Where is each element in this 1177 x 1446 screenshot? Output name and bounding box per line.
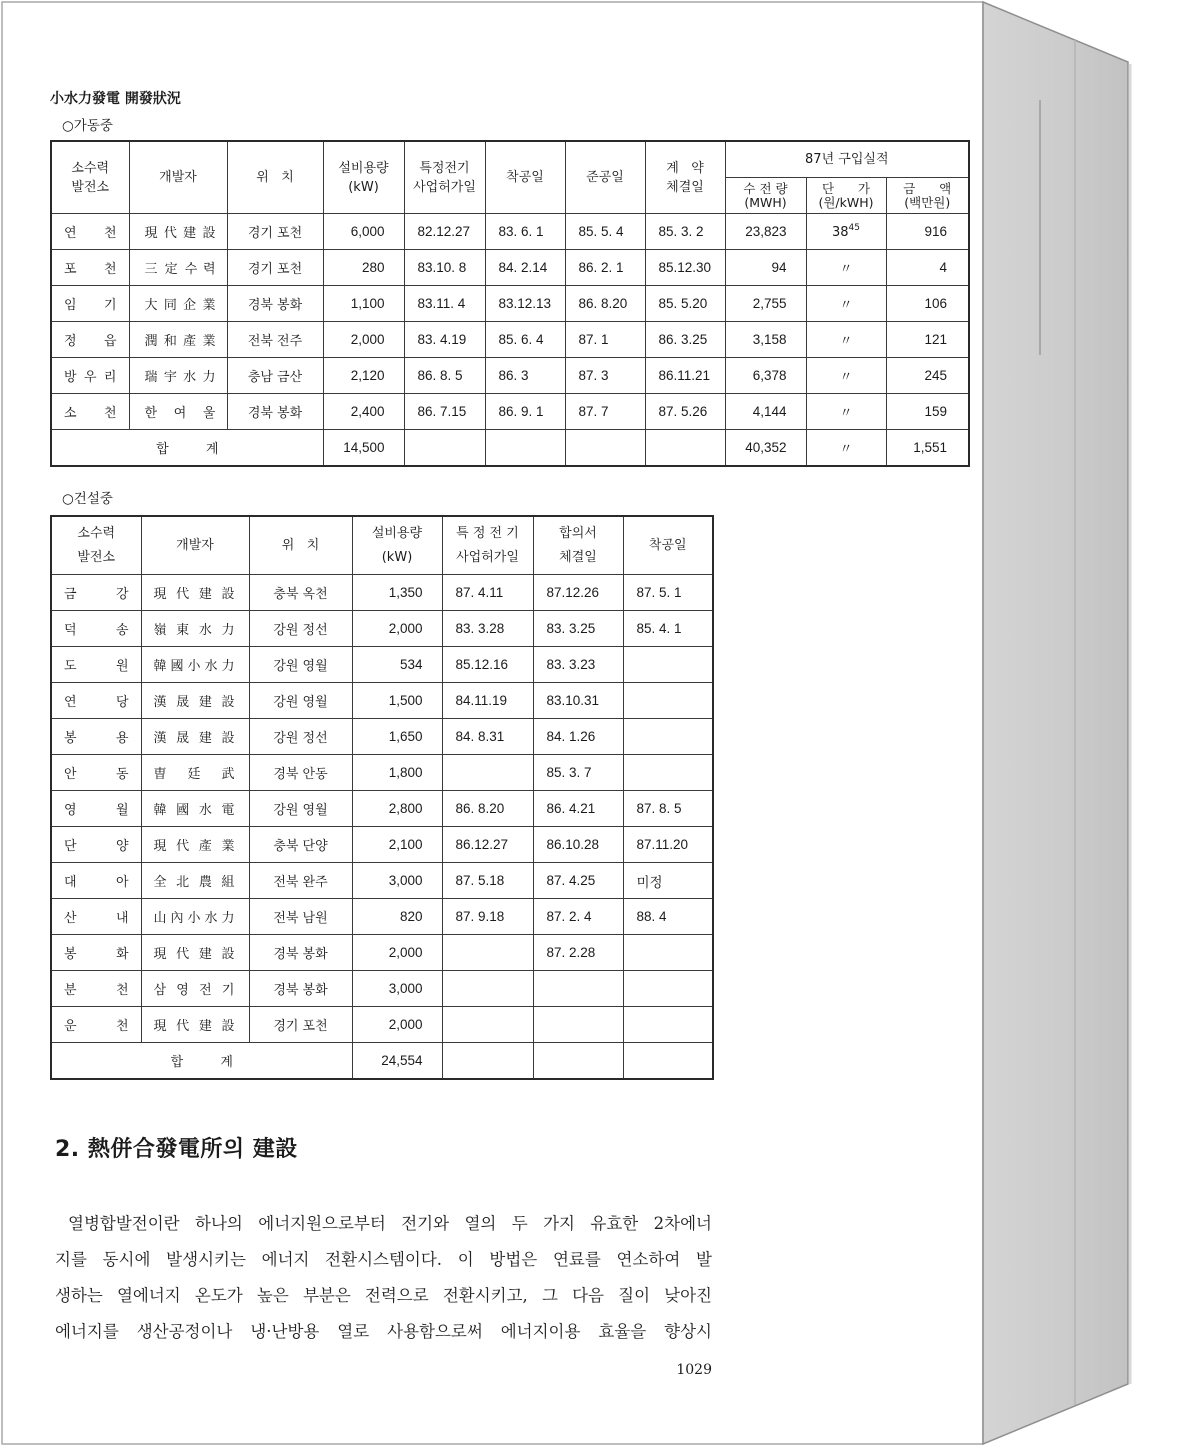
contract-date-cell: 86. 3.25 xyxy=(645,322,725,358)
construction-table-body xyxy=(51,575,713,1043)
unit-price-cell xyxy=(806,214,886,250)
station-cell: 산 내 xyxy=(51,899,141,935)
permit-date-cell: 83. 4.19 xyxy=(404,322,485,358)
operating-section-label: ○가동중 xyxy=(62,118,113,134)
completion-date-cell: 86. 2. 1 xyxy=(565,250,645,286)
completion-date-cell: 87. 1 xyxy=(565,322,645,358)
station-cell: 덕 송 xyxy=(51,611,141,647)
start-date-cell: 85. 6. 4 xyxy=(485,322,565,358)
total-start-date-empty xyxy=(623,1043,713,1080)
total-completion-date-empty xyxy=(565,430,645,467)
location-cell: 강원 정선 xyxy=(249,719,352,755)
agreement-date-cell: 87. 2. 4 xyxy=(533,899,623,935)
table-row xyxy=(51,611,713,647)
station-cell: 임 기 xyxy=(51,286,129,322)
table-row xyxy=(51,719,713,755)
station-cell: 연 당 xyxy=(51,683,141,719)
amount-cell: 106 xyxy=(886,286,969,322)
location-cell: 전북 전주 xyxy=(227,322,323,358)
completion-date-cell: 87. 3 xyxy=(565,358,645,394)
permit-date-cell: 86.12.27 xyxy=(442,827,533,863)
capacity-cell: 2,400 xyxy=(323,394,404,430)
header-amount: 금 액 (백만원) xyxy=(886,178,969,214)
station-cell: 정 읍 xyxy=(51,322,129,358)
location-cell: 충북 옥천 xyxy=(249,575,352,611)
contract-date-cell: 87. 5.26 xyxy=(645,394,725,430)
agreement-date-cell: 83.10.31 xyxy=(533,683,623,719)
total-power-received: 40,352 xyxy=(725,430,806,467)
start-date-cell: 88. 4 xyxy=(623,899,713,935)
location-cell: 강원 영월 xyxy=(249,683,352,719)
page-number: 1029 xyxy=(676,1362,712,1378)
construction-section-label: ○건설중 xyxy=(62,491,113,507)
developer-cell: 大 同 企 業 xyxy=(129,286,227,322)
agreement-date-cell: 87. 4.25 xyxy=(533,863,623,899)
table-row xyxy=(51,863,713,899)
total-capacity: 24,554 xyxy=(352,1043,442,1080)
capacity-cell: 2,100 xyxy=(352,827,442,863)
table-row xyxy=(51,322,969,358)
completion-date-cell: 85. 5. 4 xyxy=(565,214,645,250)
capacity-cell: 2,120 xyxy=(323,358,404,394)
start-date-cell: 87. 8. 5 xyxy=(623,791,713,827)
station-cell: 포 천 xyxy=(51,250,129,286)
permit-date-cell xyxy=(442,755,533,791)
header-power-received: 수 전 량 (MWH) xyxy=(725,178,806,214)
station-cell: 영 월 xyxy=(51,791,141,827)
agreement-date-cell: 83. 3.23 xyxy=(533,647,623,683)
header-capacity: 설비용량 (kW) xyxy=(323,141,404,214)
station-cell: 운 천 xyxy=(51,1007,141,1043)
location-cell: 강원 정선 xyxy=(249,611,352,647)
header-permit-date: 특정전기 사업허가일 xyxy=(404,141,485,214)
total-agreement-date-empty xyxy=(533,1043,623,1080)
start-date-cell xyxy=(623,719,713,755)
section-heading: 2. 熱併合發電所의 建設 xyxy=(55,1137,298,1162)
location-cell: 경기 포천 xyxy=(227,214,323,250)
developer-cell: 山內小水力 xyxy=(141,899,249,935)
operating-plants-table xyxy=(50,140,970,467)
header-contract-date: 계 약 체결일 xyxy=(645,141,725,214)
unit-price-value: 38 xyxy=(832,225,849,240)
permit-date-cell: 86. 8. 5 xyxy=(404,358,485,394)
table-row xyxy=(51,647,713,683)
power-received-cell: 2,755 xyxy=(725,286,806,322)
paragraph-line: 에너지를 생산공정이나 냉·난방용 열로 사용함으로써 에너지이용 효율을 향상시 xyxy=(55,1322,712,1341)
start-date-cell: 미정 xyxy=(623,863,713,899)
paragraph-line: 지를 동시에 발생시키는 에너지 전환시스템이다. 이 방법은 연료를 연소하여 발 xyxy=(55,1250,712,1269)
start-date-cell: 86. 9. 1 xyxy=(485,394,565,430)
total-label: 합 계 xyxy=(51,1043,352,1080)
developer-cell: 韓 國 水 電 xyxy=(141,791,249,827)
header-purchase-group: 87년 구입실적 xyxy=(725,141,969,178)
station-cell: 도 원 xyxy=(51,647,141,683)
permit-date-cell: 86. 8.20 xyxy=(442,791,533,827)
body-paragraph xyxy=(55,1206,712,1350)
permit-date-cell: 83. 3.28 xyxy=(442,611,533,647)
developer-cell: 韓國小水力 xyxy=(141,647,249,683)
location-cell: 강원 영월 xyxy=(249,647,352,683)
amount-cell: 121 xyxy=(886,322,969,358)
agreement-date-cell xyxy=(533,1007,623,1043)
power-received-cell: 4,144 xyxy=(725,394,806,430)
unit-price-cell: 〃 xyxy=(806,322,886,358)
agreement-date-cell: 84. 1.26 xyxy=(533,719,623,755)
agreement-date-cell: 83. 3.25 xyxy=(533,611,623,647)
developer-cell: 現 代 建 設 xyxy=(141,935,249,971)
location-cell: 경북 봉화 xyxy=(249,971,352,1007)
completion-date-cell: 87. 7 xyxy=(565,394,645,430)
start-date-cell xyxy=(623,935,713,971)
developer-cell: 現 代 建 設 xyxy=(141,575,249,611)
document-title: 小水力發電 開發狀況 xyxy=(50,91,181,107)
permit-date-cell: 82.12.27 xyxy=(404,214,485,250)
start-date-cell xyxy=(623,971,713,1007)
start-date-cell: 86. 3 xyxy=(485,358,565,394)
permit-date-cell: 87. 5.18 xyxy=(442,863,533,899)
table-row xyxy=(51,1007,713,1043)
header-row xyxy=(51,141,969,178)
station-cell: 단 양 xyxy=(51,827,141,863)
location-cell: 경북 봉화 xyxy=(249,935,352,971)
location-cell: 전북 완주 xyxy=(249,863,352,899)
table-row xyxy=(51,286,969,322)
amount-cell: 245 xyxy=(886,358,969,394)
table-row xyxy=(51,791,713,827)
table-row xyxy=(51,214,969,250)
permit-date-cell: 83.10. 8 xyxy=(404,250,485,286)
capacity-cell: 2,000 xyxy=(352,611,442,647)
table-row xyxy=(51,358,969,394)
start-date-cell: 87. 5. 1 xyxy=(623,575,713,611)
location-cell: 경기 포천 xyxy=(227,250,323,286)
amount-cell: 159 xyxy=(886,394,969,430)
permit-date-cell: 84. 8.31 xyxy=(442,719,533,755)
developer-cell: 瑞 宇 水 力 xyxy=(129,358,227,394)
book-page-edge xyxy=(983,2,1128,1444)
location-cell: 전북 남원 xyxy=(249,899,352,935)
header-station: 소수력 발전소 xyxy=(51,516,141,575)
agreement-date-cell: 86. 4.21 xyxy=(533,791,623,827)
contract-date-cell: 86.11.21 xyxy=(645,358,725,394)
total-row xyxy=(51,1043,713,1080)
header-start-date: 착공일 xyxy=(485,141,565,214)
power-received-cell: 94 xyxy=(725,250,806,286)
construction-table-header xyxy=(51,516,713,575)
developer-cell: 現 代 建 設 xyxy=(129,214,227,250)
station-cell: 소 천 xyxy=(51,394,129,430)
station-cell: 안 동 xyxy=(51,755,141,791)
header-station: 소수력 발전소 xyxy=(51,141,129,214)
contract-date-cell: 85. 5.20 xyxy=(645,286,725,322)
station-cell: 분 천 xyxy=(51,971,141,1007)
start-date-cell xyxy=(623,1007,713,1043)
capacity-cell: 820 xyxy=(352,899,442,935)
paragraph-line: 열병합발전이란 하나의 에너지원으로부터 전기와 열의 두 가지 유효한 2차에너 xyxy=(68,1214,712,1233)
contract-date-cell: 85.12.30 xyxy=(645,250,725,286)
table-row xyxy=(51,827,713,863)
capacity-cell: 1,100 xyxy=(323,286,404,322)
developer-cell: 現 代 產 業 xyxy=(141,827,249,863)
station-cell: 연 천 xyxy=(51,214,129,250)
unit-price-cell: 〃 xyxy=(806,358,886,394)
location-cell: 경기 포천 xyxy=(249,1007,352,1043)
capacity-cell: 1,800 xyxy=(352,755,442,791)
start-date-cell: 85. 4. 1 xyxy=(623,611,713,647)
permit-date-cell: 83.11. 4 xyxy=(404,286,485,322)
total-capacity: 14,500 xyxy=(323,430,404,467)
permit-date-cell: 84.11.19 xyxy=(442,683,533,719)
capacity-cell: 6,000 xyxy=(323,214,404,250)
unit-price-cell: 〃 xyxy=(806,250,886,286)
agreement-date-cell: 87.12.26 xyxy=(533,575,623,611)
header-permit-date: 특 정 전 기 사업허가일 xyxy=(442,516,533,575)
permit-date-cell xyxy=(442,1007,533,1043)
permit-date-cell xyxy=(442,935,533,971)
station-cell: 봉 화 xyxy=(51,935,141,971)
header-location: 위 치 xyxy=(249,516,352,575)
developer-cell: 漢 晟 建 設 xyxy=(141,719,249,755)
start-date-cell: 84. 2.14 xyxy=(485,250,565,286)
developer-cell: 三 定 수 력 xyxy=(129,250,227,286)
construction-total-section xyxy=(51,1043,713,1080)
capacity-cell: 2,000 xyxy=(352,1007,442,1043)
table-row xyxy=(51,683,713,719)
start-date-cell xyxy=(623,647,713,683)
power-received-cell: 23,823 xyxy=(725,214,806,250)
developer-cell: 潤 和 產 業 xyxy=(129,322,227,358)
station-cell: 봉 용 xyxy=(51,719,141,755)
capacity-cell: 3,000 xyxy=(352,971,442,1007)
table-row xyxy=(51,755,713,791)
capacity-cell: 2,000 xyxy=(323,322,404,358)
capacity-cell: 2,000 xyxy=(352,935,442,971)
operating-table-header xyxy=(51,141,969,214)
start-date-cell xyxy=(623,755,713,791)
power-received-cell: 6,378 xyxy=(725,358,806,394)
start-date-cell: 83.12.13 xyxy=(485,286,565,322)
total-contract-date-empty xyxy=(645,430,725,467)
developer-cell: 全 北 農 組 xyxy=(141,863,249,899)
paragraph-line: 생하는 열에너지 온도가 높은 부분은 전력으로 전환시키고, 그 다음 질이 낮아진 xyxy=(55,1286,712,1305)
table-row xyxy=(51,250,969,286)
permit-date-cell: 85.12.16 xyxy=(442,647,533,683)
contract-date-cell: 85. 3. 2 xyxy=(645,214,725,250)
header-developer: 개발자 xyxy=(129,141,227,214)
header-row xyxy=(51,516,713,575)
amount-cell: 916 xyxy=(886,214,969,250)
table-row xyxy=(51,394,969,430)
developer-cell: 삼 영 전 기 xyxy=(141,971,249,1007)
unit-price-cell: 〃 xyxy=(806,394,886,430)
agreement-date-cell xyxy=(533,971,623,1007)
operating-total-section xyxy=(51,430,969,467)
location-cell: 충북 단양 xyxy=(249,827,352,863)
location-cell: 경북 봉화 xyxy=(227,286,323,322)
capacity-cell: 280 xyxy=(323,250,404,286)
agreement-date-cell: 86.10.28 xyxy=(533,827,623,863)
header-capacity: 설비용량 (kW) xyxy=(352,516,442,575)
total-label: 합 계 xyxy=(51,430,323,467)
start-date-cell: 83. 6. 1 xyxy=(485,214,565,250)
construction-plants-table xyxy=(50,515,714,1080)
completion-date-cell: 86. 8.20 xyxy=(565,286,645,322)
table-row xyxy=(51,575,713,611)
capacity-cell: 1,500 xyxy=(352,683,442,719)
header-developer: 개발자 xyxy=(141,516,249,575)
agreement-date-cell: 85. 3. 7 xyxy=(533,755,623,791)
permit-date-cell: 87. 9.18 xyxy=(442,899,533,935)
developer-cell: 한 여 울 xyxy=(129,394,227,430)
operating-table-body xyxy=(51,214,969,430)
amount-cell: 4 xyxy=(886,250,969,286)
unit-price-cell: 〃 xyxy=(806,286,886,322)
developer-cell: 漢 晟 建 設 xyxy=(141,683,249,719)
location-cell: 충남 금산 xyxy=(227,358,323,394)
developer-cell: 現 代 建 設 xyxy=(141,1007,249,1043)
permit-date-cell xyxy=(442,971,533,1007)
agreement-date-cell: 87. 2.28 xyxy=(533,935,623,971)
table-row xyxy=(51,971,713,1007)
capacity-cell: 1,350 xyxy=(352,575,442,611)
station-cell: 방 우 리 xyxy=(51,358,129,394)
total-amount: 1,551 xyxy=(886,430,969,467)
header-start-date: 착공일 xyxy=(623,516,713,575)
header-unit-price: 단 가 (원/kWH) xyxy=(806,178,886,214)
table-row xyxy=(51,899,713,935)
total-row xyxy=(51,430,969,467)
unit-price-superscript: 45 xyxy=(848,223,860,233)
capacity-cell: 1,650 xyxy=(352,719,442,755)
location-cell: 강원 영월 xyxy=(249,791,352,827)
header-agreement-date: 합의서 체결일 xyxy=(533,516,623,575)
start-date-cell: 87.11.20 xyxy=(623,827,713,863)
permit-date-cell: 86. 7.15 xyxy=(404,394,485,430)
location-cell: 경북 봉화 xyxy=(227,394,323,430)
capacity-cell: 2,800 xyxy=(352,791,442,827)
capacity-cell: 3,000 xyxy=(352,863,442,899)
station-cell: 대 아 xyxy=(51,863,141,899)
total-permit-date-empty xyxy=(442,1043,533,1080)
developer-cell: 嶺 東 水 力 xyxy=(141,611,249,647)
capacity-cell: 534 xyxy=(352,647,442,683)
permit-date-cell: 87. 4.11 xyxy=(442,575,533,611)
power-received-cell: 3,158 xyxy=(725,322,806,358)
header-location: 위 치 xyxy=(227,141,323,214)
location-cell: 경북 안동 xyxy=(249,755,352,791)
total-unit-price: 〃 xyxy=(806,430,886,467)
station-cell: 금 강 xyxy=(51,575,141,611)
developer-cell: 曺 廷 武 xyxy=(141,755,249,791)
total-permit-date-empty xyxy=(404,430,485,467)
header-completion-date: 준공일 xyxy=(565,141,645,214)
total-start-date-empty xyxy=(485,430,565,467)
start-date-cell xyxy=(623,683,713,719)
table-row xyxy=(51,935,713,971)
